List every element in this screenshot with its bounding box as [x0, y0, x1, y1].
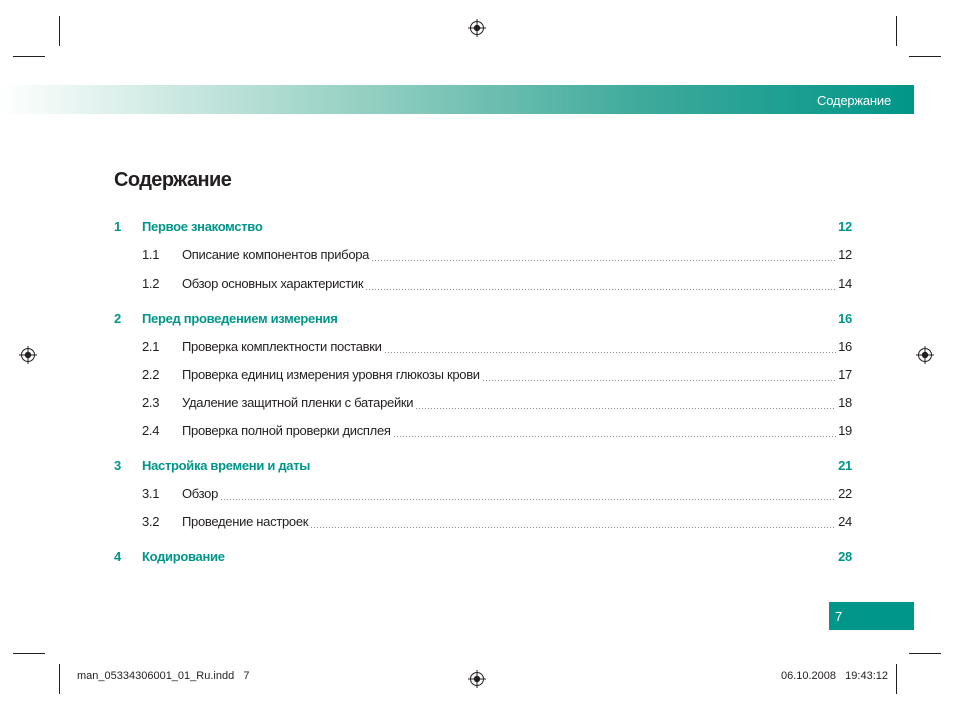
toc-number: 4	[114, 549, 121, 564]
slug-file-name: man_05334306001_01_Ru.indd 7	[77, 670, 250, 682]
toc-number: 3	[114, 458, 121, 473]
toc-section-row[interactable]	[114, 395, 852, 413]
dot-leader	[384, 352, 837, 353]
header-gradient-bar	[0, 85, 914, 114]
crop-mark	[13, 653, 45, 654]
toc-number: 3.2	[142, 514, 160, 529]
toc-page-number: 16	[838, 339, 852, 354]
toc-section-row[interactable]	[114, 276, 852, 294]
crop-mark	[909, 56, 941, 57]
registration-mark-icon	[19, 346, 37, 364]
toc-page-number: 17	[838, 367, 852, 382]
registration-mark-icon	[916, 346, 934, 364]
dot-leader	[365, 289, 836, 290]
toc-section-row[interactable]	[114, 247, 852, 265]
toc-page-number: 14	[838, 276, 852, 291]
toc-label: Обзор основных характеристик	[182, 276, 364, 291]
toc-page-number: 16	[838, 311, 852, 326]
toc-page-number: 22	[838, 486, 852, 501]
toc-section-row[interactable]	[114, 423, 852, 441]
toc-label: Кодирование	[142, 549, 225, 564]
toc-number: 1.2	[142, 276, 160, 291]
toc-page-number: 28	[838, 549, 852, 564]
toc-number: 1.1	[142, 247, 160, 262]
toc-chapter-row[interactable]	[114, 311, 852, 329]
registration-mark-icon	[468, 670, 486, 688]
toc-section-row[interactable]	[114, 486, 852, 504]
toc-label: Перед проведением измерения	[142, 311, 338, 326]
toc-chapter-row[interactable]	[114, 458, 852, 476]
toc-section-row[interactable]	[114, 339, 852, 357]
page-number: 7	[835, 609, 843, 624]
toc-label: Проверка полной проверки дисплея	[182, 423, 391, 438]
toc-label: Настройка времени и даты	[142, 458, 311, 473]
toc-number: 1	[114, 219, 121, 234]
toc-page-number: 18	[838, 395, 852, 410]
crop-mark	[13, 56, 45, 57]
dot-leader	[310, 527, 836, 528]
crop-mark	[909, 653, 941, 654]
header-section-label: Содержание	[817, 93, 891, 108]
toc-label: Проверка комплектности поставки	[182, 339, 382, 354]
crop-mark	[896, 16, 897, 46]
crop-mark	[896, 664, 897, 694]
toc-label: Удаление защитной пленки с батарейки	[182, 395, 414, 410]
toc-section-row[interactable]	[114, 367, 852, 385]
slug-datetime: 06.10.2008 19:43:12	[780, 670, 888, 682]
toc-label: Проверка единиц измерения уровня глюкозы крови	[182, 367, 480, 382]
toc-number: 2	[114, 311, 121, 326]
toc-number: 2.3	[142, 395, 160, 410]
toc-chapter-row[interactable]	[114, 549, 852, 567]
toc-label: Описание компонентов прибора	[182, 247, 370, 262]
crop-mark	[59, 664, 60, 694]
toc-page-number: 12	[838, 247, 852, 262]
crop-mark	[59, 16, 60, 46]
toc-page-number: 24	[838, 514, 852, 529]
registration-mark-icon	[468, 19, 486, 37]
dot-leader	[482, 380, 836, 381]
dot-leader	[220, 499, 836, 500]
toc-number: 2.1	[142, 339, 160, 354]
toc-number: 3.1	[142, 486, 160, 501]
toc-chapter-row[interactable]	[114, 219, 852, 237]
dot-leader	[393, 436, 837, 437]
page-title: Содержание	[114, 169, 232, 191]
toc-page-number: 19	[838, 423, 852, 438]
dot-leader	[415, 408, 836, 409]
toc-number: 2.2	[142, 367, 160, 382]
toc-page-number: 12	[838, 219, 852, 234]
toc-label: Первое знакомство	[142, 219, 263, 234]
toc-section-row[interactable]	[114, 514, 852, 532]
toc-label: Проведение настроек	[182, 514, 309, 529]
toc-page-number: 21	[838, 458, 852, 473]
toc-number: 2.4	[142, 423, 160, 438]
page-number-badge	[829, 602, 914, 630]
dot-leader	[371, 260, 836, 261]
toc-label: Обзор	[182, 486, 219, 501]
